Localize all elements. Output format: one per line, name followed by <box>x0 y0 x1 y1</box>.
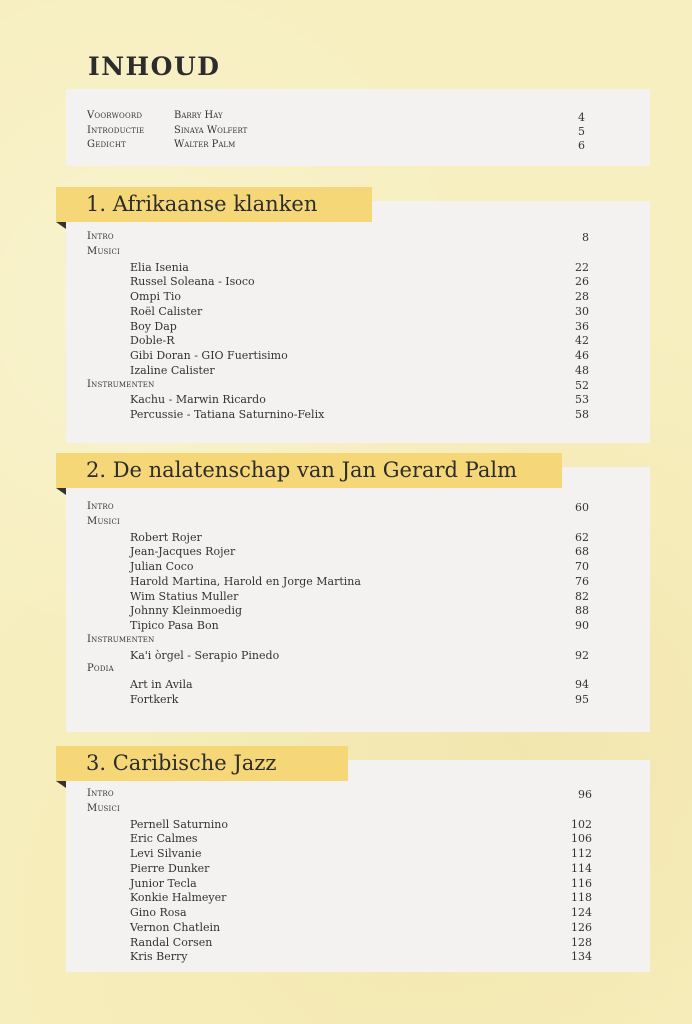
toc-page-number[interactable]: 118 <box>571 891 592 905</box>
chapter-3-banner-fold <box>56 781 66 788</box>
toc-entry[interactable]: Julian Coco <box>130 560 194 573</box>
intro-page-voorwoord[interactable]: 4 <box>578 111 585 124</box>
toc-entry[interactable]: Pierre Dunker <box>130 861 210 875</box>
toc-entry[interactable]: Wim Statius Muller <box>130 589 239 603</box>
toc-page-number[interactable]: 82 <box>575 589 589 603</box>
toc-entry[interactable]: Boy Dap <box>130 319 177 333</box>
intro-label-voorwoord: Voorwoord <box>87 110 143 121</box>
toc-entry[interactable]: Fortkerk <box>130 692 179 706</box>
toc-entry[interactable]: Levi Silvanie <box>130 847 202 860</box>
toc-category: Musici <box>87 515 121 527</box>
toc-page-number[interactable]: 68 <box>575 545 589 559</box>
toc-page-number[interactable]: 53 <box>575 393 589 407</box>
toc-entry[interactable]: Ompi Tio <box>130 290 181 303</box>
toc-entry[interactable]: Izaline Calister <box>130 363 215 377</box>
toc-page-number[interactable]: 96 <box>578 788 592 801</box>
chapter-2-banner-fold <box>56 488 66 495</box>
toc-entry[interactable]: Roël Calister <box>130 304 203 318</box>
toc-category: Intro <box>87 788 114 799</box>
toc-category: Instrumenten <box>87 378 155 390</box>
toc-page-number[interactable]: 116 <box>571 876 592 890</box>
toc-entry[interactable]: Robert Rojer <box>130 530 202 544</box>
toc-entry[interactable]: Junior Tecla <box>130 876 197 890</box>
toc-category: Musici <box>87 245 121 257</box>
toc-page-number[interactable]: 46 <box>575 349 589 362</box>
toc-page-number[interactable]: 92 <box>575 648 589 662</box>
toc-page-number[interactable]: 48 <box>575 363 589 377</box>
toc-page-number[interactable]: 62 <box>575 530 589 544</box>
intro-page-gedicht[interactable]: 6 <box>578 139 585 152</box>
toc-page-number[interactable]: 88 <box>575 604 589 618</box>
toc-entry[interactable]: Harold Martina, Harold en Jorge Martina <box>130 574 361 588</box>
toc-entry[interactable]: Kachu - Marwin Ricardo <box>130 393 266 407</box>
intro-name-voorwoord: Barry Hay <box>174 110 223 121</box>
toc-page-number[interactable]: 114 <box>571 861 592 875</box>
toc-page-number[interactable]: 94 <box>575 678 589 691</box>
toc-page-number[interactable]: 22 <box>575 260 589 274</box>
toc-entry[interactable]: Eric Calmes <box>130 832 198 846</box>
intro-name-introductie: Sinaya Wolfert <box>174 125 248 136</box>
toc-page-number[interactable]: 128 <box>571 935 592 949</box>
toc-entry[interactable]: Pernell Saturnino <box>130 817 228 831</box>
toc-page-number[interactable]: 134 <box>571 950 592 964</box>
toc-entry[interactable]: Gibi Doran - GIO Fuertisimo <box>130 349 288 362</box>
toc-entry[interactable]: Gino Rosa <box>130 906 187 919</box>
chapter-3-panel <box>66 760 650 972</box>
intro-label-gedicht: Gedicht <box>87 139 127 150</box>
toc-entry[interactable]: Art in Avila <box>130 678 193 691</box>
toc-page-number[interactable]: 106 <box>571 832 592 846</box>
chapter-1-panel <box>66 201 650 443</box>
page-title: INHOUD <box>88 52 221 81</box>
toc-entry[interactable]: Percussie - Tatiana Saturnino-Felix <box>130 408 325 421</box>
toc-page-number[interactable]: 30 <box>575 304 589 318</box>
toc-page-number[interactable]: 90 <box>575 619 589 632</box>
intro-page-introductie[interactable]: 5 <box>578 125 585 138</box>
toc-entry[interactable]: Doble-R <box>130 334 175 348</box>
chapter-3-title[interactable]: 3. Caribische Jazz <box>56 746 348 781</box>
toc-entry[interactable]: Elia Isenia <box>130 260 189 274</box>
chapter-2-panel <box>66 467 650 732</box>
toc-page-number[interactable]: 95 <box>575 692 589 706</box>
toc-page-number[interactable]: 70 <box>575 560 589 573</box>
toc-page-number[interactable]: 124 <box>571 906 592 919</box>
toc-category: Intro <box>87 231 114 242</box>
toc-entry[interactable]: Konkie Halmeyer <box>130 891 227 905</box>
chapter-1-title[interactable]: 1. Afrikaanse klanken <box>56 187 372 222</box>
toc-page-number[interactable]: 36 <box>575 319 589 333</box>
toc-page-number[interactable]: 126 <box>571 920 592 934</box>
toc-category: Musici <box>87 802 121 814</box>
toc-page-number[interactable]: 26 <box>575 275 589 289</box>
toc-page-number[interactable]: 42 <box>575 334 589 348</box>
toc-entry[interactable]: Jean-Jacques Rojer <box>130 545 236 559</box>
toc-page-number[interactable]: 58 <box>575 408 589 421</box>
toc-category: Instrumenten <box>87 633 155 645</box>
toc-page-number[interactable]: 76 <box>575 574 589 588</box>
toc-page-number[interactable]: 28 <box>575 290 589 303</box>
toc-page-number[interactable]: 52 <box>575 378 589 392</box>
chapter-2-title[interactable]: 2. De nalatenschap van Jan Gerard Palm <box>56 453 562 488</box>
chapter-1-banner-fold <box>56 222 66 229</box>
toc-entry[interactable]: Randal Corsen <box>130 935 213 949</box>
intro-label-introductie: Introductie <box>87 125 145 136</box>
toc-entry[interactable]: Kris Berry <box>130 950 188 964</box>
toc-entry[interactable]: Russel Soleana - Isoco <box>130 275 255 289</box>
intro-name-gedicht: Walter Palm <box>174 139 236 150</box>
toc-category: Intro <box>87 501 114 512</box>
toc-entry[interactable]: Ka'i òrgel - Serapio Pinedo <box>130 648 280 662</box>
toc-page-number[interactable]: 60 <box>575 501 589 514</box>
toc-page-number[interactable]: 102 <box>571 817 592 831</box>
toc-page-number[interactable]: 112 <box>571 847 592 860</box>
toc-entry[interactable]: Vernon Chatlein <box>130 920 221 934</box>
toc-category: Podia <box>87 663 114 675</box>
toc-entry[interactable]: Johnny Kleinmoedig <box>130 604 243 618</box>
toc-page-number[interactable]: 8 <box>582 231 589 244</box>
intro-panel <box>66 89 650 166</box>
toc-entry[interactable]: Tipico Pasa Bon <box>130 619 219 632</box>
